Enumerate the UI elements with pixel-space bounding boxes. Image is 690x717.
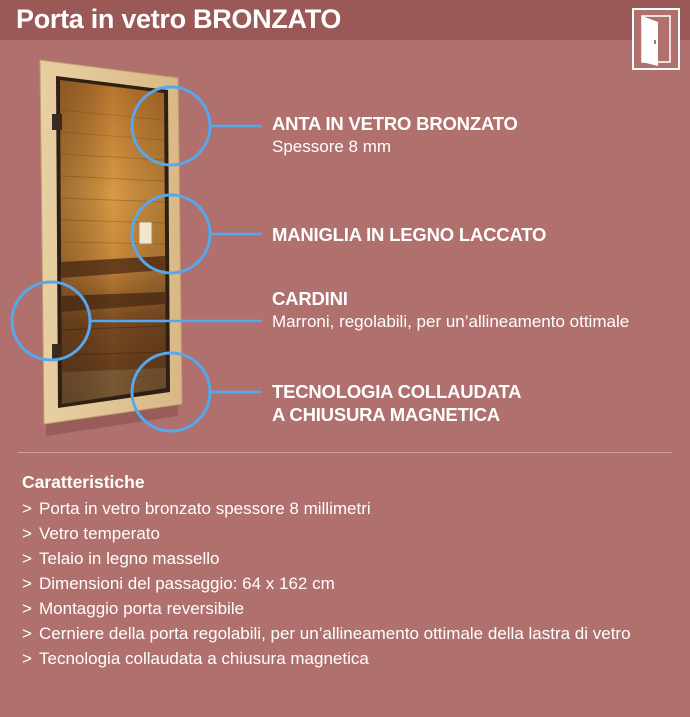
feature-item xyxy=(22,521,672,546)
feature-item xyxy=(22,571,672,596)
callout-desc: Spessore 8 mm xyxy=(272,137,392,156)
callout-hinges xyxy=(272,287,672,334)
list-marker: > xyxy=(22,624,32,643)
features-list xyxy=(22,496,672,671)
features-heading: Caratteristiche xyxy=(22,472,145,492)
callout-title-line-2: A CHIUSURA MAGNETICA xyxy=(272,404,500,425)
callout-glass-pane xyxy=(272,112,518,159)
feature-text: Cerniere della porta regolabili, per un’allineamento ottimale della lastra di vetro xyxy=(39,624,631,643)
list-marker: > xyxy=(22,499,32,518)
list-marker: > xyxy=(22,599,32,618)
callout-title: ANTA IN VETRO BRONZATO xyxy=(272,113,518,134)
feature-text: Vetro temperato xyxy=(39,524,160,543)
list-marker: > xyxy=(22,549,32,568)
feature-text: Porta in vetro bronzato spessore 8 millimetri xyxy=(39,499,371,518)
header-bar xyxy=(0,0,690,40)
callout-title-line-1: TECNOLOGIA COLLAUDATA xyxy=(272,381,522,402)
callout-title: MANIGLIA IN LEGNO LACCATO xyxy=(272,224,547,245)
list-marker: > xyxy=(22,574,32,593)
feature-item xyxy=(22,646,672,671)
list-marker: > xyxy=(22,649,32,668)
callout-title: CARDINI xyxy=(272,288,348,309)
feature-item xyxy=(22,496,672,521)
callout-magnetic-closure xyxy=(272,380,521,426)
feature-item xyxy=(22,621,672,646)
callout-handle xyxy=(272,223,546,246)
feature-text: Telaio in legno massello xyxy=(39,549,220,568)
features-section xyxy=(22,470,672,671)
divider xyxy=(18,452,672,453)
feature-item xyxy=(22,546,672,571)
feature-item xyxy=(22,596,672,621)
feature-text: Montaggio porta reversibile xyxy=(39,599,245,618)
page-title: Porta in vetro BRONZATO xyxy=(16,4,342,34)
feature-text: Tecnologia collaudata a chiusura magnetica xyxy=(39,649,369,668)
callout-desc: Marroni, regolabili, per un’allineamento ottimale xyxy=(272,312,630,331)
feature-text: Dimensioni del passaggio: 64 x 162 cm xyxy=(39,574,335,593)
list-marker: > xyxy=(22,524,32,543)
